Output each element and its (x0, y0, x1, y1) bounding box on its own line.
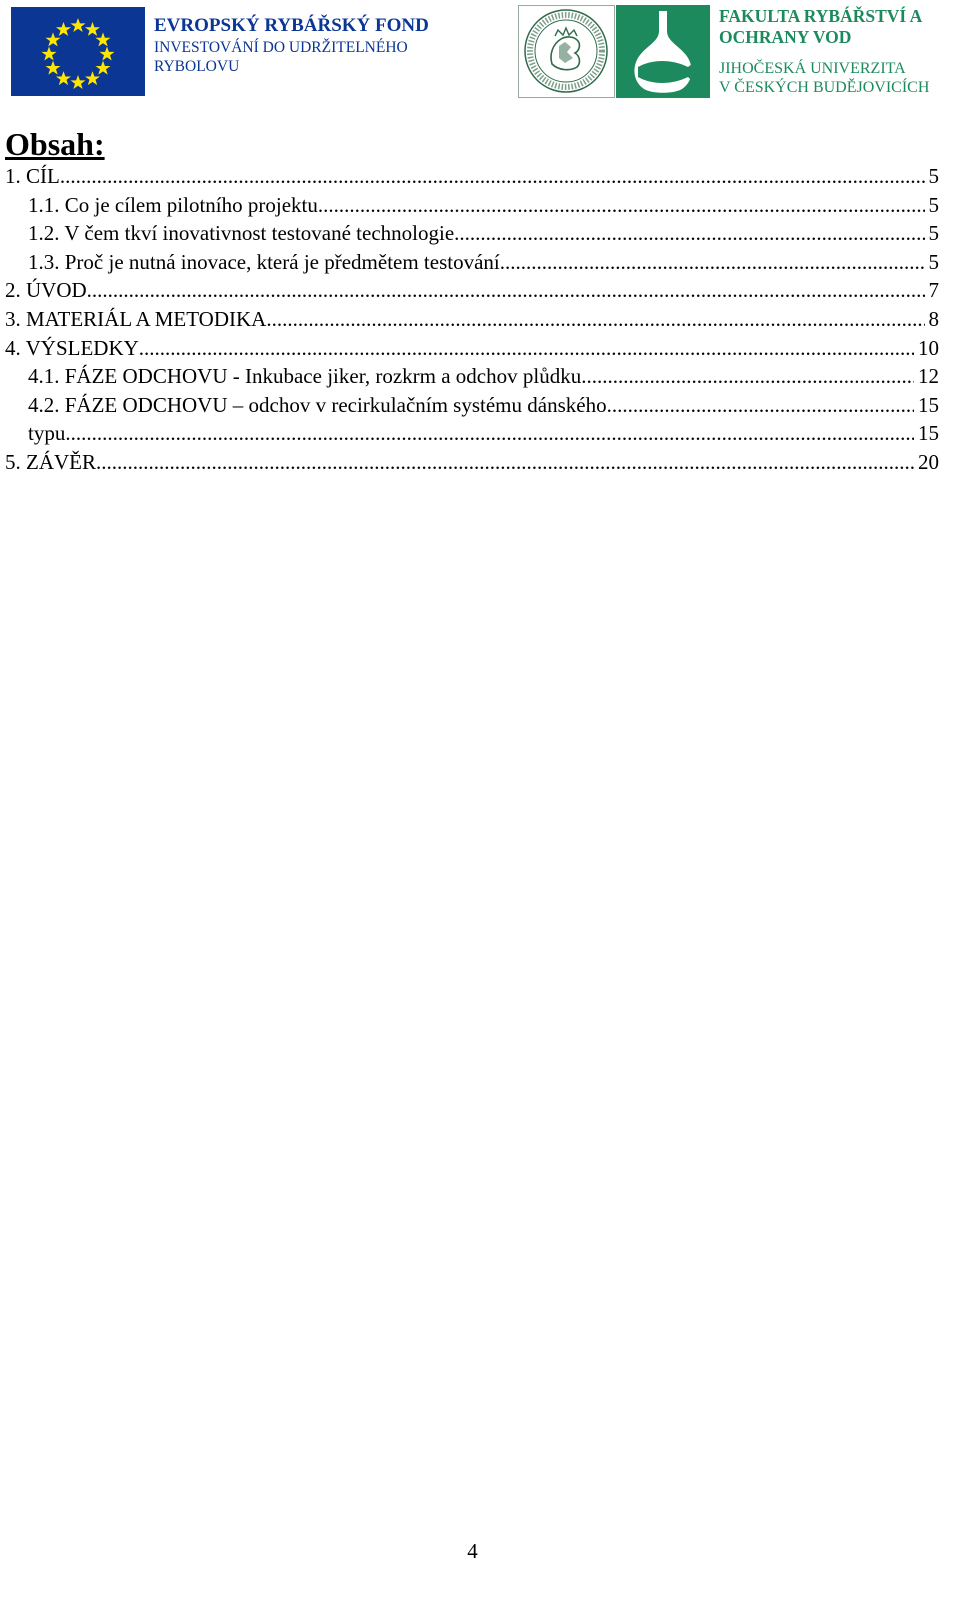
toc-entry-page: 5 (928, 192, 939, 217)
frov-title-line1: FAKULTA RYBÁŘSTVÍ A (719, 6, 923, 26)
table-of-contents (5, 162, 939, 477)
toc-entry-title: 2. ÚVOD (5, 278, 87, 303)
frov-subtitle-line2: V ČESKÝCH BUDĚJOVICÍCH (719, 79, 930, 96)
frov-logo-icon (616, 5, 710, 98)
toc-entry[interactable] (5, 191, 939, 220)
university-seal-icon (518, 5, 615, 98)
eu-flag-icon (11, 7, 145, 96)
toc-entry[interactable] (5, 362, 939, 391)
toc-leader-dots (454, 219, 924, 248)
toc-entry-page: 8 (928, 306, 939, 331)
toc-leader-dots (318, 191, 925, 220)
toc-entry-page: 12 (918, 364, 939, 389)
erf-title: EVROPSKÝ RYBÁŘSKÝ FOND (154, 15, 429, 36)
toc-entry-title: 1.1. Co je cílem pilotního projektu (28, 192, 318, 217)
frov-subtitle-line1: JIHOČESKÁ UNIVERZITA (719, 60, 906, 77)
toc-entry-title: 1.3. Proč je nutná inovace, která je předmětem testování (28, 249, 500, 274)
toc-entry-page: 10 (918, 335, 939, 360)
toc-entry-title: 3. MATERIÁL A METODIKA (5, 306, 267, 331)
toc-entry-page: 5 (928, 221, 939, 246)
toc-entry[interactable] (5, 276, 939, 305)
toc-entry-title: 4.2. FÁZE ODCHOVU – odchov v recirkulačním systému dánského (28, 392, 607, 417)
erf-header-text (154, 14, 484, 76)
toc-entry-title: 4. VÝSLEDKY (5, 335, 139, 360)
toc-leader-dots (266, 305, 924, 334)
toc-entry-title: 1. CÍL (5, 164, 60, 188)
toc-leader-dots (139, 334, 914, 363)
toc-entry-page: 5 (928, 164, 939, 188)
toc-entry[interactable] (5, 305, 939, 334)
toc-entry[interactable] (5, 448, 939, 477)
toc-leader-dots (500, 248, 925, 277)
erf-subtitle-line2: RYBOLOVU (154, 58, 240, 75)
toc-entry-title: 4.1. FÁZE ODCHOVU - Inkubace jiker, rozkrm a odchov plůdku (28, 364, 582, 389)
toc-entry[interactable] (5, 248, 939, 277)
toc-entry-title: 5. ZÁVĚR (5, 449, 96, 474)
toc-entry[interactable] (5, 419, 939, 448)
toc-entry-page: 5 (928, 249, 939, 274)
toc-leader-dots (65, 419, 914, 448)
toc-entry[interactable] (5, 334, 939, 363)
toc-leader-dots (60, 162, 925, 191)
toc-leader-dots (87, 276, 925, 305)
toc-leader-dots (96, 448, 914, 477)
toc-entry-page: 15 (918, 392, 939, 417)
toc-entry-title: typu (28, 421, 66, 446)
toc-entry-title: 1.2. V čem tkví inovativnost testované technologie (28, 221, 455, 246)
toc-entry[interactable] (5, 162, 939, 191)
page-number: 4 (467, 1539, 478, 1563)
toc-entry[interactable] (5, 391, 939, 420)
toc-heading: Obsah: (5, 126, 105, 162)
toc-leader-dots (581, 362, 914, 391)
toc-entry-page: 20 (918, 449, 939, 474)
frov-title-line2: OCHRANY VOD (719, 27, 852, 47)
toc-entry-page: 7 (928, 278, 939, 303)
erf-subtitle-line1: INVESTOVÁNÍ DO UDRŽITELNÉHO (154, 39, 408, 56)
toc-entry[interactable] (5, 219, 939, 248)
frov-header-text (719, 6, 959, 97)
toc-entry-page: 15 (918, 421, 939, 446)
toc-leader-dots (607, 391, 914, 420)
